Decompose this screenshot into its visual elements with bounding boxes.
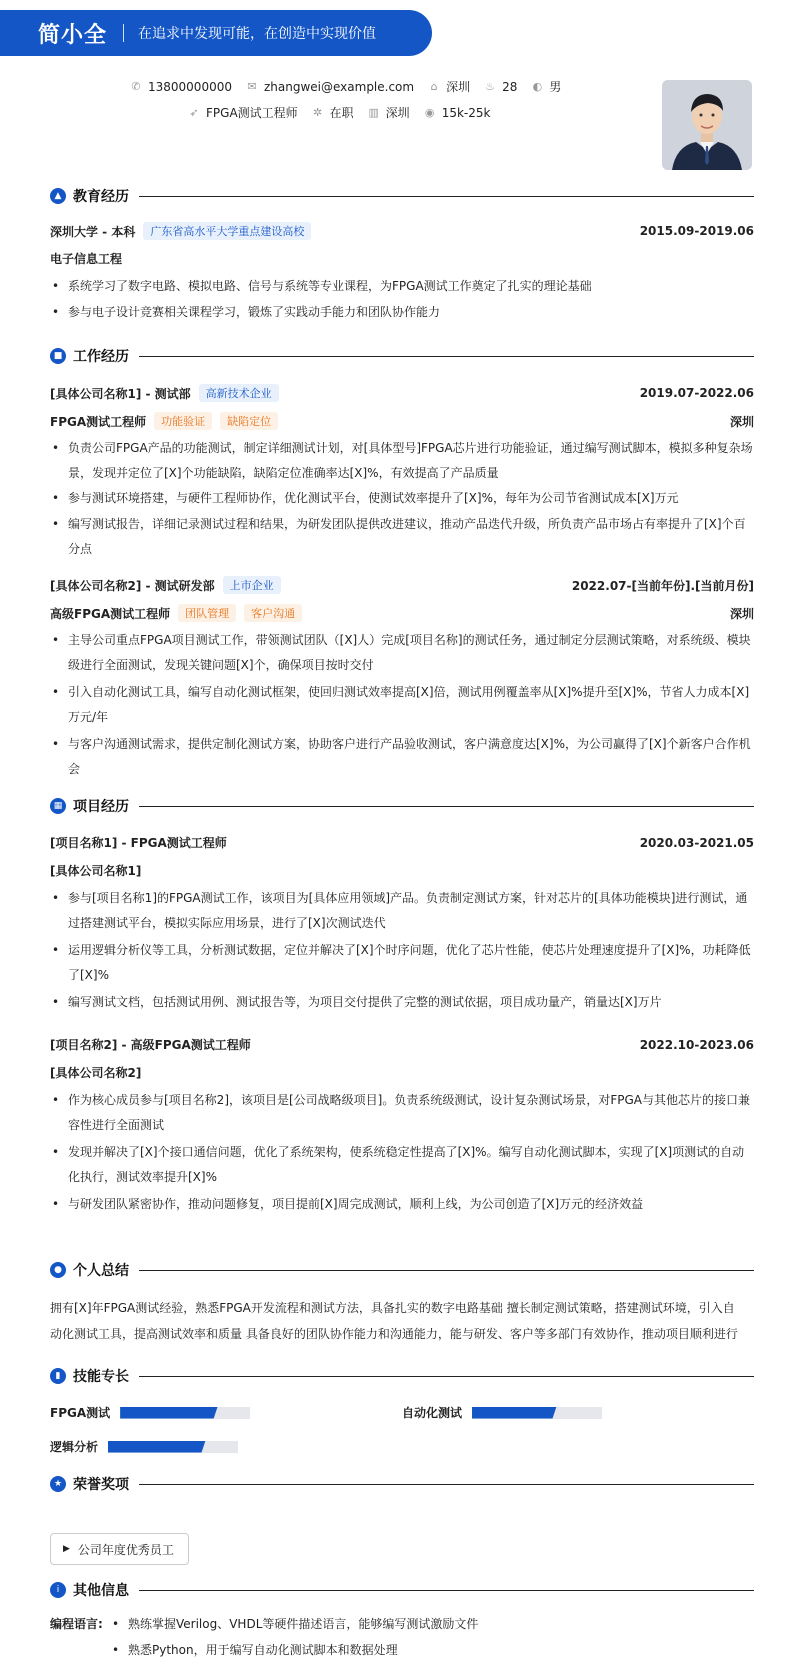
section-title: 个人总结	[73, 1263, 129, 1279]
avatar-photo	[662, 80, 752, 170]
section-title: 教育经历	[73, 189, 129, 205]
project-name: [项目名称1] - FPGA测试工程师	[50, 836, 227, 850]
education-section-header	[50, 186, 754, 206]
section-title: 项目经历	[73, 799, 129, 815]
project-company: [具体公司名称2]	[50, 1066, 142, 1080]
play-icon: ▶	[63, 1544, 70, 1554]
job-1-company-row	[50, 384, 754, 402]
projects-section-header	[50, 796, 754, 816]
major-row	[50, 250, 754, 267]
mail-icon: ✉	[247, 80, 257, 93]
home-icon: ⌂	[430, 80, 438, 93]
job-city: 深圳	[729, 414, 754, 429]
project-1-company-row	[50, 862, 754, 879]
section-title: 其他信息	[73, 1583, 129, 1599]
major-name: 电子信息工程	[50, 252, 123, 266]
education-period: 2015.09-2019.06	[639, 224, 754, 238]
list-item: • 参与电子设计竞赛相关课程学习，锻炼了实践动手能力和团队协作能力	[50, 300, 754, 325]
grid-icon: ▦	[50, 798, 66, 814]
role-tag: 缺陷定位	[220, 412, 278, 430]
skill-bar	[472, 1407, 602, 1419]
gender-item	[531, 78, 561, 95]
section-divider	[139, 1376, 754, 1377]
user-icon: ●	[50, 1262, 66, 1278]
school-tag: 广东省高水平大学重点建设高校	[143, 222, 311, 240]
skill-item	[50, 1404, 250, 1421]
building-icon: ▥	[368, 106, 379, 119]
position-value: FPGA测试工程师	[206, 106, 298, 120]
work-section-header	[50, 346, 754, 366]
status-item	[312, 104, 354, 121]
summary-section-header	[50, 1260, 754, 1280]
list-item: • 发现并解决了[X]个接口通信问题，优化了系统架构，使系统稳定性提高了[X]%。编写自动化测试脚本，实现了[X]项测试的自动化执行，测试效率提升[X]%	[50, 1140, 754, 1190]
list-item: • 熟悉Python，用于编写自动化测试脚本和数据处理	[110, 1638, 750, 1663]
chart-icon: ▮	[50, 1368, 66, 1384]
money-icon: ◉	[424, 106, 435, 119]
project-2-company-row	[50, 1064, 754, 1081]
project-period: 2022.10-2023.06	[639, 1037, 754, 1052]
other-section-header	[50, 1580, 754, 1600]
section-divider	[139, 1590, 754, 1591]
section-divider	[139, 806, 754, 807]
position-item	[188, 104, 298, 121]
list-item: • 主导公司重点FPGA项目测试工作，带领测试团队（[X]人）完成[项目名称]的测试任务，通过制定分层测试策略，对系统级、模块级进行全面测试，发现关键问题[X]个，确保项目按时交付	[50, 628, 754, 678]
section-title: 荣誉奖项	[73, 1477, 129, 1493]
role-tag: 功能验证	[154, 412, 212, 430]
gear-icon: ✲	[313, 106, 323, 119]
company-name: [具体公司名称2] - 测试研发部	[50, 578, 215, 593]
phone-item	[130, 80, 232, 94]
skill-item	[402, 1404, 602, 1421]
skill-bar-fill	[120, 1407, 218, 1419]
email-item	[246, 80, 414, 94]
salary-item	[424, 106, 491, 120]
list-item: • 引入自动化测试工具，编写自动化测试框架，使回归测试效率提高[X]倍，测试用例覆盖率从[X]%提升至[X]%，节省人力成本[X]万元/年	[50, 680, 754, 730]
education-row	[50, 222, 754, 240]
phone-value: 13800000000	[148, 79, 232, 94]
section-divider	[139, 1484, 754, 1485]
list-item: • 与客户沟通测试需求，提供定制化测试方案，协助客户进行产品验收测试，客户满意度达[X]%，为公司赢得了[X]个新客户合作机会	[50, 732, 754, 782]
job-2-role-row	[50, 604, 754, 622]
school-name: 深圳大学 - 本科	[50, 224, 136, 239]
list-item: • 运用逻辑分析仪等工具，分析测试数据，定位并解决了[X]个时序问题，优化了芯片性能，使芯片处理速度提升了[X]%，功耗降低了[X]%	[50, 938, 754, 988]
role-tag: 客户沟通	[244, 604, 302, 622]
other-label: 编程语言:	[50, 1617, 103, 1631]
role-tag: 团队管理	[178, 604, 236, 622]
list-item: • 熟练掌握Verilog、VHDL等硬件描述语言，能够编写测试激励文件	[110, 1612, 750, 1637]
project-company: [具体公司名称1]	[50, 864, 142, 878]
company-tag: 高新技术企业	[199, 384, 279, 402]
list-item: • 编写测试报告，详细记录测试过程和结果，为研发团队提供改进建议，推动产品迭代升级，所负责产品市场占有率提升了[X]个百分点	[50, 512, 754, 562]
summary-line: 动化测试工具，提高测试效率和质量 具备良好的团队协作能力和沟通能力，能与研发、客户等多部门有效协作，推动项目顺利进行	[50, 1327, 738, 1341]
skill-item	[50, 1438, 238, 1455]
target-city-item	[368, 104, 410, 121]
job-period: 2019.07-2022.06	[639, 386, 754, 400]
skills-section-header	[50, 1366, 754, 1386]
skill-bar-fill	[108, 1441, 206, 1453]
list-item: • 参与[项目名称1]的FPGA测试工作，该项目为[具体应用领域]产品。负责制定测试方案，针对芯片的[具体功能模块]进行测试，通过搭建测试平台，模拟实际应用场景，进行了[X]次测试迭代	[50, 886, 754, 936]
candidate-name: 简小全	[38, 22, 108, 48]
job-role: 高级FPGA测试工程师	[50, 606, 171, 621]
briefcase-icon: ■	[50, 348, 66, 364]
project-name: [项目名称2] - 高级FPGA测试工程师	[50, 1038, 251, 1052]
skill-bar	[108, 1441, 238, 1453]
slogan: 在追求中发现可能，在创造中实现价值	[138, 26, 377, 42]
section-divider	[139, 356, 754, 357]
contact-row-2	[188, 104, 504, 121]
banner-divider	[123, 24, 124, 42]
salary-value: 15k-25k	[441, 105, 491, 120]
target-city-value: 深圳	[385, 106, 410, 120]
project-1-row	[50, 834, 754, 851]
gender-value: 男	[549, 80, 562, 94]
status-value: 在职	[329, 106, 354, 120]
skill-bar-fill	[472, 1407, 557, 1419]
skill-name: 自动化测试	[402, 1406, 463, 1420]
skill-bar	[120, 1407, 250, 1419]
avatar	[662, 80, 752, 170]
project-2-row	[50, 1036, 754, 1053]
phone-icon: ✆	[131, 80, 141, 93]
job-city: 深圳	[729, 606, 754, 621]
section-title: 工作经历	[73, 349, 129, 365]
list-item: • 作为核心成员参与[项目名称2]，该项目是[公司战略级项目]。负责系统级测试，设计复杂测试场景，对FPGA与其他芯片的接口兼容性进行全面测试	[50, 1088, 754, 1138]
job-period: 2022.07-[当前年份].[当前月份]	[571, 578, 754, 593]
list-item: • 系统学习了数字电路、模拟电路、信号与系统等专业课程，为FPGA测试工作奠定了扎实的理论基础	[50, 274, 754, 299]
location-value: 深圳	[446, 80, 471, 94]
list-item: • 编写测试文档，包括测试用例、测试报告等，为项目交付提供了完整的测试依据，项目成功量产，销量达[X]万片	[50, 990, 754, 1015]
skill-name: FPGA测试	[50, 1406, 111, 1420]
honors-section-header	[50, 1474, 754, 1494]
cake-icon: ♨	[485, 80, 496, 93]
email-value: zhangwei@example.com	[263, 79, 415, 94]
location-item	[428, 78, 470, 95]
job-1-role-row	[50, 412, 754, 430]
section-divider	[139, 196, 754, 197]
job-role: FPGA测试工程师	[50, 414, 147, 429]
graduation-cap-icon: ▲	[50, 188, 66, 204]
section-divider	[139, 1270, 754, 1271]
list-item: • 与研发团队紧密协作，推动问题修复，项目提前[X]周完成测试，顺利上线，为公司创造了[X]万元的经济效益	[50, 1192, 754, 1217]
contact-row-1	[130, 78, 575, 95]
skill-name: 逻辑分析	[50, 1440, 99, 1454]
company-name: [具体公司名称1] - 测试部	[50, 386, 191, 401]
award-item	[50, 1533, 189, 1565]
info-icon: i	[50, 1582, 66, 1598]
age-item	[484, 80, 517, 94]
award-name: 公司年度优秀员工	[77, 1542, 174, 1557]
gender-icon: ◐	[532, 80, 543, 93]
company-tag: 上市企业	[223, 576, 281, 594]
job-2-company-row	[50, 576, 754, 594]
list-item: • 参与测试环境搭建，与硬件工程师协作，优化测试平台，使测试效率提升了[X]%，每年为公司节省测试成本[X]万元	[50, 486, 754, 511]
summary-line: 拥有[X]年FPGA测试经验，熟悉FPGA开发流程和测试方法，具备扎实的数字电路基础 擅长制定测试策略，搭建测试环境，引入自	[50, 1301, 735, 1315]
section-title: 技能专长	[73, 1369, 129, 1385]
project-period: 2020.03-2021.05	[639, 835, 754, 850]
list-item: • 负责公司FPGA产品的功能测试，制定详细测试计划，对[具体型号]FPGA芯片进行功能验证，通过编写测试脚本，模拟多种复杂场景，发现并定位了[X]个功能缺陷，缺陷定位准确率达[X]%，有效提高了产品质量	[50, 436, 754, 486]
medal-icon: ★	[50, 1476, 66, 1492]
header-banner	[0, 10, 432, 56]
send-icon: ➶	[189, 106, 199, 119]
age-value: 28	[502, 79, 518, 94]
